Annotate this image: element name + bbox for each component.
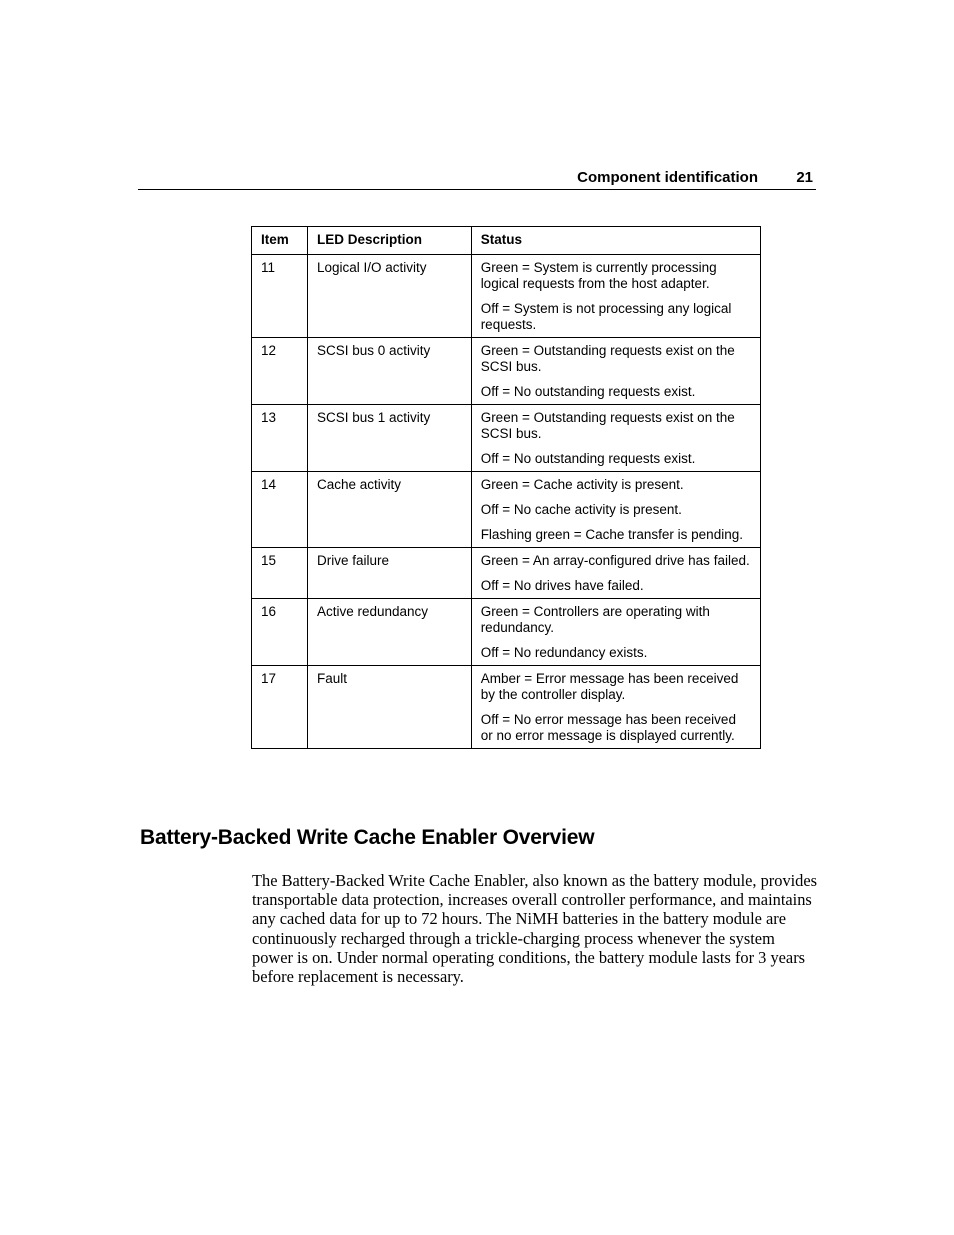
description-cell: Drive failure (307, 548, 471, 599)
description-cell: Cache activity (307, 472, 471, 548)
status-line: Amber = Error message has been received by the controller display. (480, 671, 739, 702)
item-cell: 13 (252, 405, 308, 472)
status-cell (471, 472, 760, 548)
description-cell: Logical I/O activity (307, 255, 471, 338)
page-number: 21 (796, 169, 813, 186)
item-cell: 12 (252, 338, 308, 405)
status-cell (471, 405, 760, 472)
running-header (138, 168, 816, 190)
status-line: Off = System is not processing any logical requests. (480, 301, 732, 332)
status-line: Off = No cache activity is present. (480, 502, 682, 517)
status-cell (471, 255, 760, 338)
table-row (252, 338, 761, 405)
item-cell: 17 (252, 666, 308, 749)
status-line: Green = Controllers are operating with redundancy. (480, 604, 710, 635)
table-row (252, 599, 761, 666)
item-cell: 15 (252, 548, 308, 599)
table-row (252, 548, 761, 599)
description-cell: SCSI bus 1 activity (307, 405, 471, 472)
status-line: Green = System is currently processing logical requests from the host adapter. (480, 260, 717, 291)
table-row (252, 405, 761, 472)
status-line: Off = No drives have failed. (480, 578, 644, 593)
description-cell: Active redundancy (307, 599, 471, 666)
column-header-item: Item (252, 227, 308, 255)
item-cell: 11 (252, 255, 308, 338)
item-cell: 16 (252, 599, 308, 666)
column-header-status: Status (471, 227, 760, 255)
section-heading: Battery-Backed Write Cache Enabler Overview (140, 826, 595, 849)
status-cell (471, 666, 760, 749)
item-cell: 14 (252, 472, 308, 548)
table-header-row (252, 227, 761, 255)
status-line: Off = No outstanding requests exist. (480, 384, 696, 399)
status-line: Off = No redundancy exists. (480, 645, 648, 660)
table-row (252, 255, 761, 338)
description-cell: Fault (307, 666, 471, 749)
section-title: Component identification (577, 169, 758, 186)
status-line: Green = Outstanding requests exist on the SCSI bus. (480, 410, 735, 441)
status-cell (471, 599, 760, 666)
description-cell: SCSI bus 0 activity (307, 338, 471, 405)
table-row (252, 666, 761, 749)
column-header-led-description: LED Description (307, 227, 471, 255)
status-line: Flashing green = Cache transfer is pending. (480, 527, 743, 542)
table-row (252, 472, 761, 548)
status-cell (471, 338, 760, 405)
led-status-table (251, 226, 761, 749)
status-cell (471, 548, 760, 599)
body-paragraph: The Battery-Backed Write Cache Enabler, also known as the battery module, provides transportable data protection, increases overall controller performance, and maintains any cached data for up to 72 hours. The NiMH batteries in the battery module are continuously recharged through a trickle-charging process whenever the system power is on. Under normal operating conditions, the battery module lasts for 3 years before replacement is necessary. (252, 871, 818, 987)
status-line: Green = An array-configured drive has failed. (480, 553, 750, 568)
status-line: Off = No outstanding requests exist. (480, 451, 696, 466)
status-line: Green = Outstanding requests exist on the SCSI bus. (480, 343, 735, 374)
status-line: Off = No error message has been received or no error message is displayed currently. (480, 712, 736, 743)
status-line: Green = Cache activity is present. (480, 477, 684, 492)
